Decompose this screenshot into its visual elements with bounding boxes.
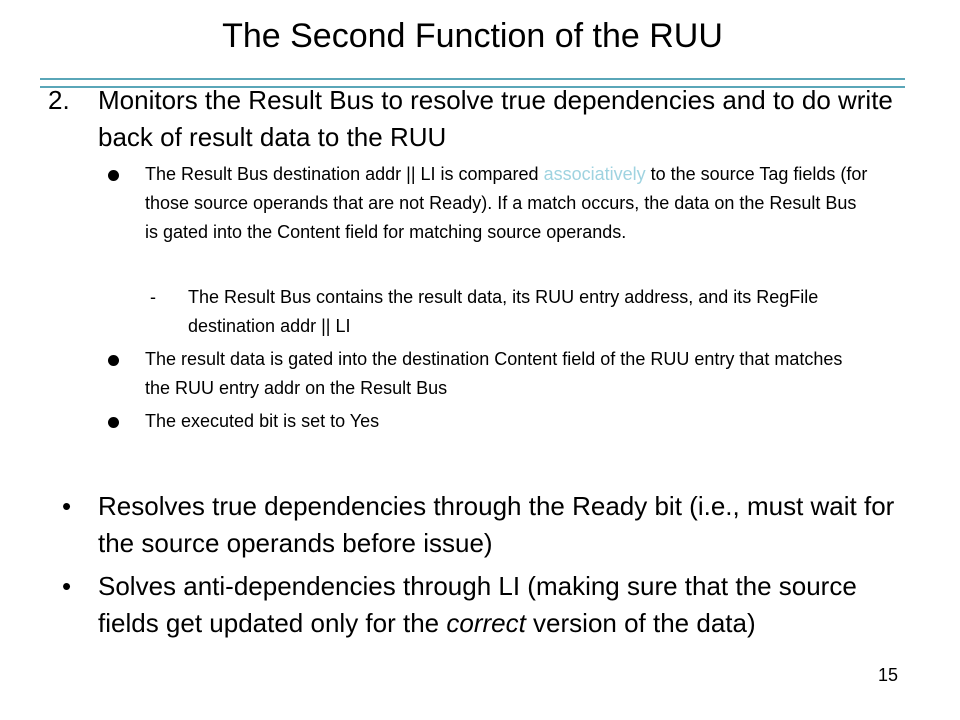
title-divider-top (40, 78, 905, 80)
main-point-number: 2. (48, 85, 70, 115)
sub-sub-point-text: The Result Bus contains the result data, its RUU entry address, and its RegFile destination addr || LI (188, 287, 819, 336)
slide-title: The Second Function of the RUU (222, 17, 723, 55)
bullet-dot (108, 170, 119, 181)
highlight-associatively: associatively (543, 164, 646, 184)
bullet-marker: • (62, 491, 72, 521)
sub-point-text (145, 160, 868, 247)
sub-point-text: The result data is gated into the destination Content field of the RUU entry that matches the RUU entry addr on the Result Bus (145, 349, 843, 398)
sub-point-executed-bit (108, 407, 868, 436)
sub-point-text: The executed bit is set to Yes (145, 411, 380, 431)
emphasis-correct: correct (446, 608, 526, 638)
page-number: 15 (878, 665, 899, 685)
sub-point-result-gated (108, 345, 868, 403)
bullet-dot (108, 417, 119, 428)
bullet-resolves-true-dependencies (62, 488, 912, 562)
main-point-text: Monitors the Result Bus to resolve true dependencies and to do write back of result data to the RUU (98, 85, 893, 152)
bullet-text-start: Solves anti-dependencies through LI (making sure that the source fields get updated only for the (98, 571, 857, 638)
bullet-marker: • (62, 571, 72, 601)
dash-marker: - (150, 287, 156, 307)
sub-point-text-start: The Result Bus destination addr || LI is compared (145, 164, 544, 184)
sub-sub-point-result-bus (150, 283, 870, 341)
bullet-text: Resolves true dependencies through the Ready bit (i.e., must wait for the source operands before issue) (98, 491, 895, 558)
bullet-solves-anti-dependencies (62, 568, 912, 642)
bullet-dot (108, 355, 119, 366)
sub-point-associative-compare (108, 160, 868, 247)
sub-point-text-end: to the source Tag fields (for those source operands that are not Ready). If a match occurs, the data on the Result Bus is gated into the Content field for matching source operands. (145, 164, 868, 242)
bullet-text-end: version of the data) (525, 608, 756, 638)
bullet-text (98, 568, 912, 642)
